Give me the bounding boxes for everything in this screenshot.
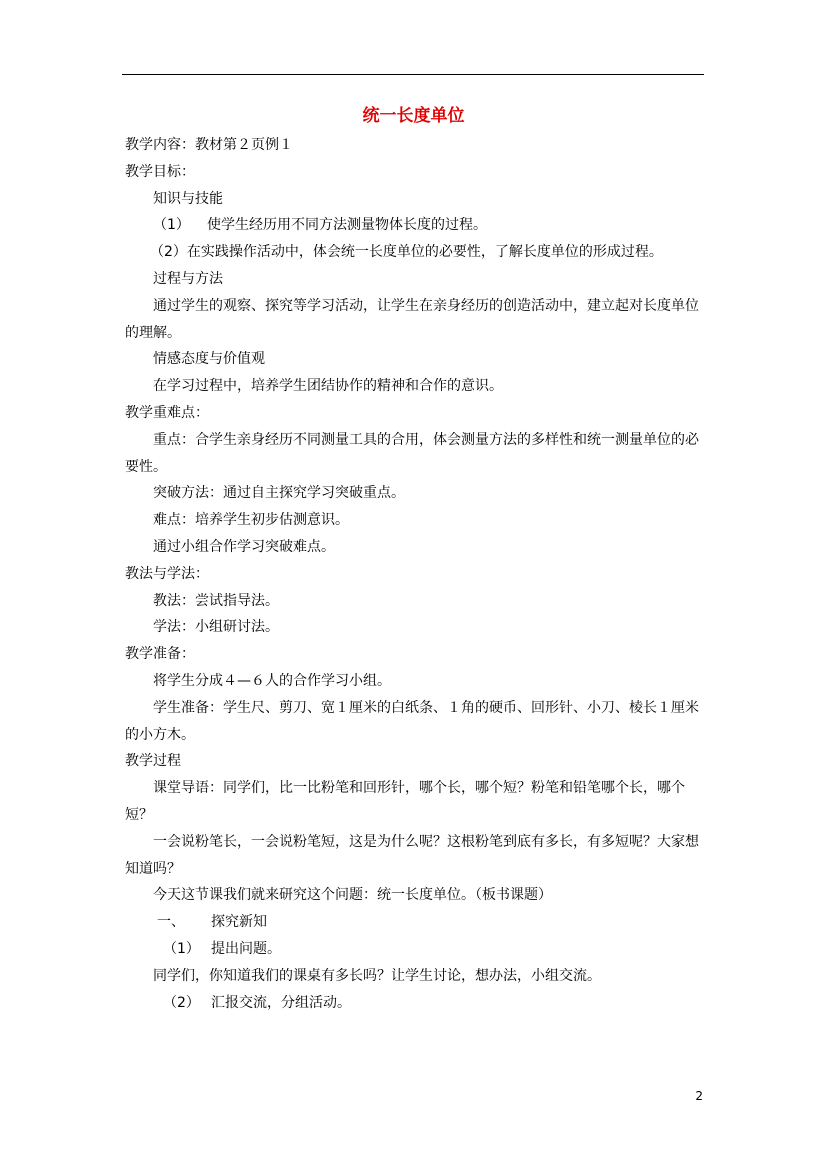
item-number: （1） (153, 217, 190, 234)
paragraph: 过程与方法 (153, 270, 223, 287)
paragraph: 将学生分成４—６人的合作学习小组。 (153, 672, 391, 689)
paragraph: 教法：尝试指导法。 (153, 592, 279, 609)
paragraph: 教学内容：教材第２页例１ (125, 137, 293, 153)
paragraph: 重点：合学生亲身经历不同测量工具的合用，体会测量方法的多样性和统一测量单位的必要性。 (125, 431, 699, 475)
paragraph: 在学习过程中，培养学生团结协作的精神和合作的意识。 (153, 378, 503, 395)
page-title: 统一长度单位 (362, 106, 465, 126)
paragraph: 知识与技能 (153, 190, 223, 207)
page-number: 2 (695, 1089, 703, 1103)
paragraph: 教法与学法： (125, 565, 209, 582)
document-body (125, 132, 703, 1016)
paragraph: 一会说粉笔长，一会说粉笔短，这是为什么呢？这根粉笔到底有多长，有多短呢？大家想知道吗？ (125, 833, 699, 877)
paragraph: 难点：培养学生初步估测意识。 (153, 512, 349, 529)
item-number: 一、 (157, 914, 185, 931)
paragraph: 学法：小组研讨法。 (153, 619, 279, 636)
numbered-item (125, 936, 703, 963)
item-number: （1） (163, 940, 200, 957)
paragraph: （2）在实践操作活动中，体会统一长度单位的必要性，了解长度单位的形成过程。 (150, 244, 663, 261)
paragraph: 教学过程 (125, 753, 181, 770)
item-text: 探究新知 (211, 914, 267, 931)
paragraph: 今天这节课我们就来研究这个问题：统一长度单位。（板书课题） (153, 887, 552, 904)
numbered-item (125, 212, 703, 239)
item-text: 使学生经历用不同方法测量物体长度的过程。 (207, 217, 487, 234)
item-text: 提出问题。 (211, 940, 281, 957)
paragraph: 学生准备：学生尺、剪刀、宽１厘米的白纸条、１角的硬币、回形针、小刀、棱长１厘米的小方木。 (125, 699, 699, 743)
paragraph: 教学准备： (125, 646, 195, 663)
paragraph: 教学目标： (125, 163, 195, 180)
numbered-item (125, 990, 703, 1017)
paragraph: 通过小组合作学习突破难点。 (153, 538, 335, 555)
paragraph: 突破方法：通过自主探究学习突破重点。 (153, 485, 405, 502)
paragraph: 情感态度与价值观 (153, 351, 265, 368)
numbered-item (125, 909, 703, 936)
header-rule (122, 74, 704, 75)
paragraph: 通过学生的观察、探究等学习活动，让学生在亲身经历的创造活动中，建立起对长度单位的理解。 (125, 297, 699, 341)
item-number: （2） (163, 994, 200, 1011)
paragraph: 课堂导语：同学们，比一比粉笔和回形针，哪个长，哪个短？粉笔和铅笔哪个长，哪个短？ (125, 780, 685, 823)
paragraph: 教学重难点： (125, 404, 209, 421)
item-text: 汇报交流，分组活动。 (211, 994, 351, 1011)
paragraph: 同学们，你知道我们的课桌有多长吗？让学生讨论，想办法，小组交流。 (153, 967, 601, 984)
